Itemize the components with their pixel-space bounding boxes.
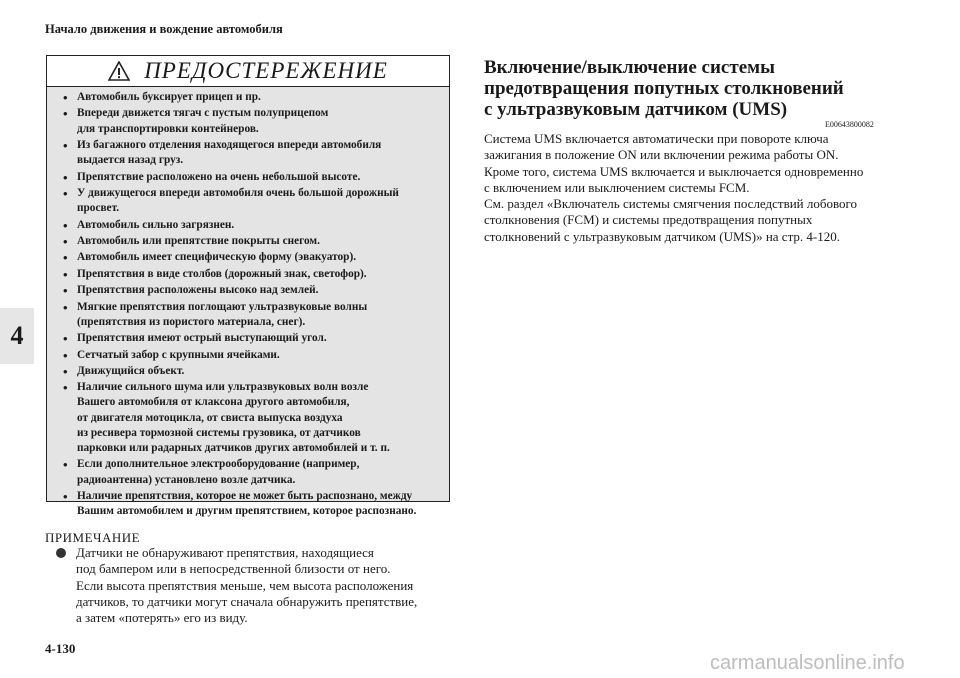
warning-title: ПРЕДОСТЕРЕЖЕНИЕ: [144, 58, 388, 83]
warning-item: • Препятствие расположено на очень небольшой высоте.: [77, 170, 449, 185]
warning-item: • Движущийся объект.: [77, 364, 449, 379]
page-number: 4-130: [45, 641, 76, 656]
warning-item: • Сетчатый забор с крупными ячейками.: [77, 348, 449, 363]
chapter-tab: [0, 308, 34, 364]
warning-item: • Автомобиль или препятствие покрыты снегом.: [77, 234, 449, 249]
chapter-number: 4: [10, 321, 24, 350]
bullet-dot-icon: [56, 548, 66, 558]
warning-item: • Наличие препятствия, которое не может быть распознано, между Вашим автомобилем и другим препятствием, которое распознано.: [77, 489, 449, 519]
warning-item: • Автомобиль сильно загрязнен.: [77, 218, 449, 233]
warning-item: • Автомобиль имеет специфическую форму (эвакуатор).: [77, 250, 449, 265]
warning-header: [47, 56, 449, 87]
running-header: Начало движения и вождение автомобиля: [45, 22, 283, 36]
warning-box: [46, 55, 450, 518]
warning-item: • Из багажного отделения находящегося впереди автомобиля выдается назад груз.: [77, 138, 449, 168]
warning-list: [47, 87, 449, 519]
section-code: E00643800082: [825, 120, 874, 129]
warning-item: • Мягкие препятствия поглощают ультразвуковые волны (препятствия из пористого материала, снег).: [77, 300, 449, 330]
warning-item: • Впереди движется тягач с пустым полуприцепом для транспортировки контейнеров.: [77, 106, 449, 136]
note-text: Датчики не обнаруживают препятствия, находящиеся под бампером или в непосредственной близости от него. Если высота препятствия меньше, чем высота расположения датчиков, то датчики могут сначала обнаружить препятствие, а затем «потерять» его из виду.: [76, 545, 418, 626]
warning-item: • У движущегося впереди автомобиля очень большой дорожный просвет.: [77, 186, 449, 216]
warning-item: • Препятствия имеют острый выступающий угол.: [77, 331, 449, 346]
warning-item: • Автомобиль буксирует прицеп и пр.: [77, 90, 449, 105]
warning-item: • Если дополнительное электрооборудование (например, радиоантенна) установлено возле датчика.: [77, 457, 449, 487]
section-title: Включение/выключение системы предотвращения попутных столкновений с ультразвуковым датчиком (UMS): [484, 57, 844, 120]
warning-item: • Препятствия расположены высоко над землей.: [77, 283, 449, 298]
section-body: Система UMS включается автоматически при повороте ключа зажигания в положение ON или включении режима работы ON. Кроме того, система UMS включается и выключается одновременно с включением или выключением системы FCM. См. раздел «Включатель системы смягчения последствий лобового столкновения (FCM) и системы предотвращения попутных столкновений с ультразвуковым датчиком (UMS)» на стр. 4-120.: [484, 131, 864, 244]
warning-item: • Препятствия в виде столбов (дорожный знак, светофор).: [77, 267, 449, 282]
warning-item: • Наличие сильного шума или ультразвуковых волн возле Вашего автомобиля от клаксона другого автомобиля, от двигателя мотоцикла, от свиста выпуска воздуха из ресивера тормозной системы грузовика, от датчиков парковки или радарных датчиков других автомобилей и т. п.: [77, 380, 449, 456]
warning-triangle-icon: [108, 61, 130, 81]
note-label: ПРИМЕЧАНИЕ: [45, 530, 141, 545]
note-item: [60, 545, 455, 626]
watermark: carmanualsonline.info: [710, 652, 905, 674]
